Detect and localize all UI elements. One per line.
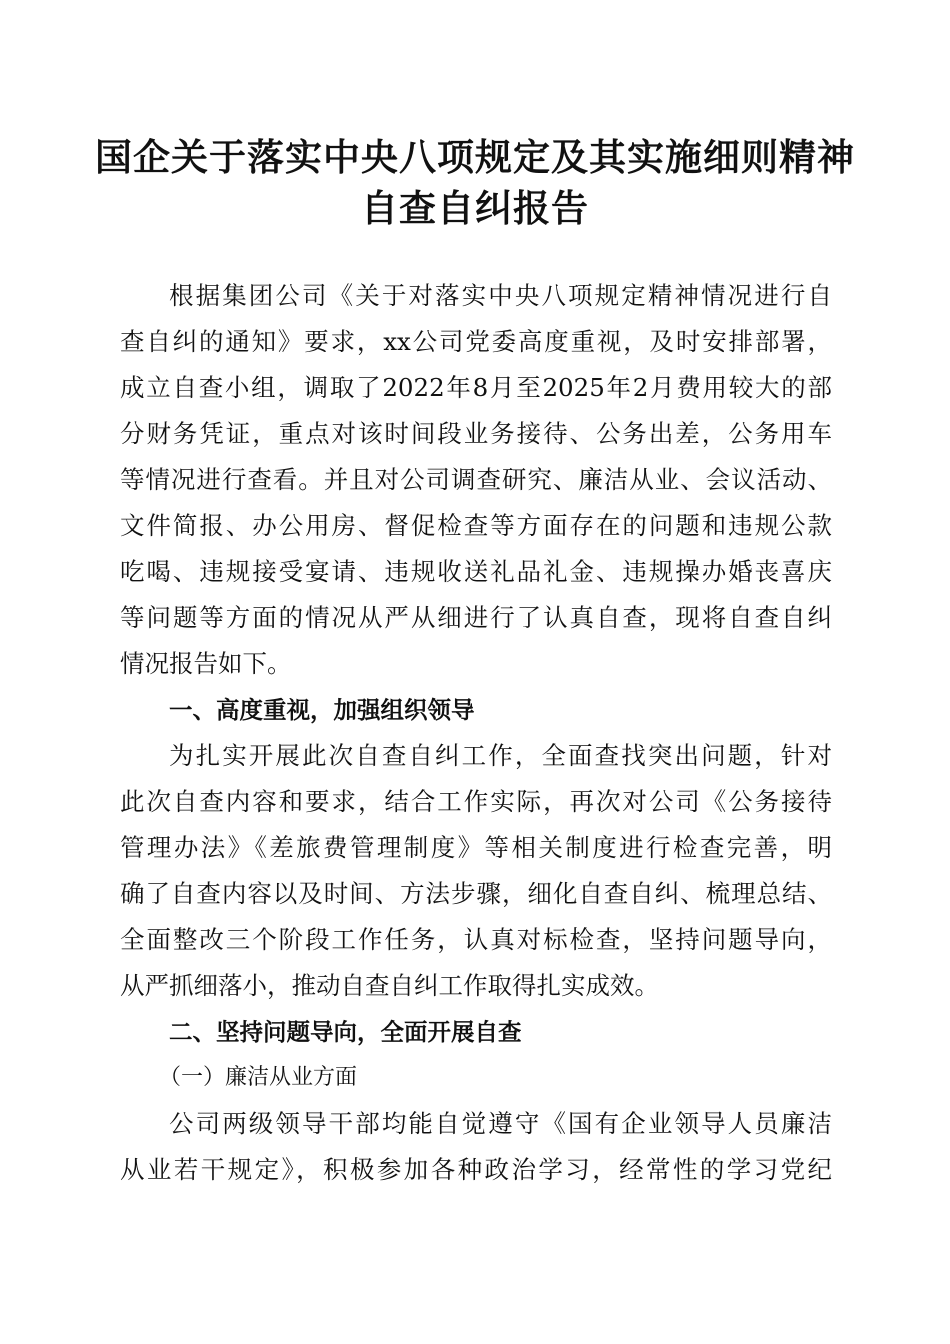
paragraph-line: 管理办法》《差旅费管理制度》等相关制度进行检查完善，明 [120, 833, 832, 862]
paragraph-line: 确了自查内容以及时间、方法步骤，细化自查自纠、梳理总结、 [120, 879, 832, 908]
paragraph-line: 从严抓细落小，推动自查自纠工作取得扎实成效。 [120, 971, 659, 1000]
subsection-heading-1: （一）廉洁从业方面 [159, 1065, 358, 1090]
paragraph-line: 此次自查内容和要求，结合工作实际，再次对公司《公务接待 [120, 787, 832, 816]
section-heading-2: 二、坚持问题导向，全面开展自查 [169, 1018, 522, 1046]
paragraph-line: 分财务凭证，重点对该时间段业务接待、公务出差，公务用车 [120, 419, 832, 448]
paragraph-line: 全面整改三个阶段工作任务，认真对标检查，坚持问题导向， [120, 925, 832, 954]
paragraph-line: 根据集团公司《关于对落实中央八项规定精神情况进行自 [169, 281, 832, 310]
paragraph-line: 吃喝、违规接受宴请、违规收送礼品礼金、违规操办婚丧喜庆 [120, 557, 832, 586]
paragraph-line: 从业若干规定》，积极参加各种政治学习，经常性的学习党纪 [120, 1155, 832, 1184]
paragraph-line: 成立自查小组，调取了2022年8月至2025年2月费用较大的部 [120, 373, 832, 402]
paragraph-line: 文件简报、办公用房、督促检查等方面存在的问题和违规公款 [120, 511, 832, 540]
paragraph-line: 等情况进行查看。并且对公司调查研究、廉洁从业、会议活动、 [120, 465, 832, 494]
paragraph-line: 查自纠的通知》要求，xx公司党委高度重视，及时安排部署， [120, 327, 832, 356]
paragraph-line: 公司两级领导干部均能自觉遵守《国有企业领导人员廉洁 [169, 1109, 832, 1138]
paragraph-line: 为扎实开展此次自查自纠工作，全面查找突出问题，针对 [169, 741, 832, 770]
section-heading-1: 一、高度重视，加强组织领导 [169, 696, 475, 724]
document-title-line-1: 国企关于落实中央八项规定及其实施细则精神 [95, 135, 855, 179]
document-title-line-2: 自查自纠报告 [361, 186, 589, 230]
paragraph-line: 等问题等方面的情况从严从细进行了认真自查，现将自查自纠 [120, 603, 832, 632]
paragraph-line: 情况报告如下。 [120, 649, 292, 678]
